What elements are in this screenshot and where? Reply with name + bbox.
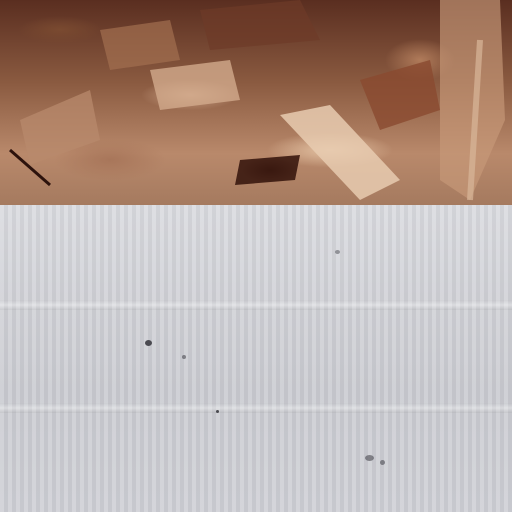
corrugated-board [0, 205, 512, 512]
wood-chip [20, 90, 100, 165]
board-speck [145, 340, 152, 346]
board-speck [335, 250, 340, 254]
wood-chip-shapes [0, 0, 512, 205]
board-groove [0, 403, 512, 413]
board-speck [216, 410, 219, 413]
wood-chip [360, 60, 440, 130]
board-groove [0, 300, 512, 310]
wood-chip-texture [0, 0, 512, 205]
board-speck [182, 355, 186, 359]
wood-chip [235, 155, 300, 185]
board-speck [365, 455, 374, 461]
wood-chip [200, 0, 320, 50]
wood-chip [100, 20, 180, 70]
board-speck [380, 460, 385, 465]
wood-chip [150, 60, 240, 110]
